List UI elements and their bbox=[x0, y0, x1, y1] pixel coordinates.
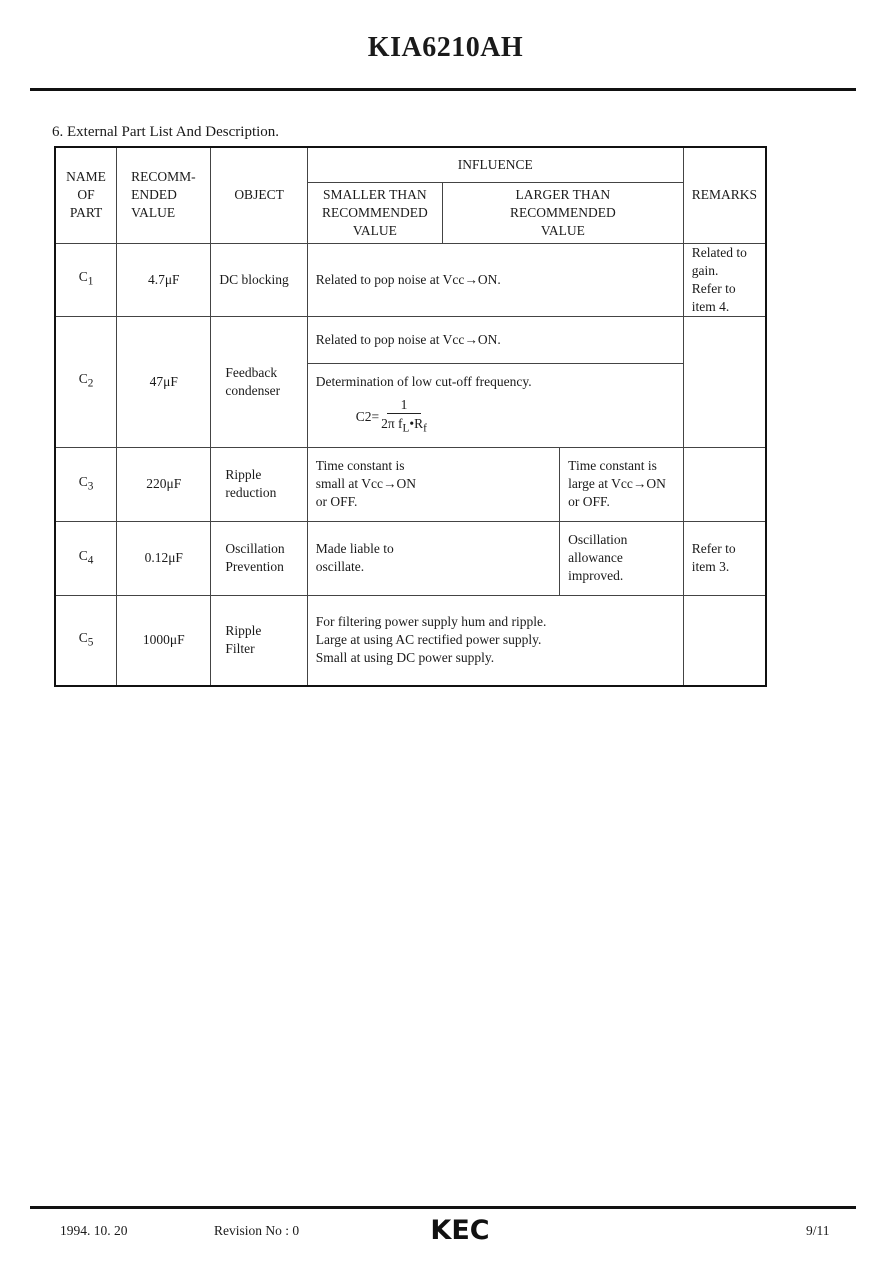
part-object: DC blocking bbox=[211, 243, 307, 316]
part-remarks bbox=[683, 595, 766, 686]
part-larger: Oscillation allowance improved. bbox=[560, 521, 684, 595]
part-value: 47μF bbox=[117, 316, 211, 447]
part-remarks: Refer to item 3. bbox=[683, 521, 766, 595]
section-heading: 6. External Part List And Description. bbox=[52, 124, 280, 140]
document-title: KIA6210AH bbox=[367, 32, 524, 63]
part-object: Oscillation Prevention bbox=[211, 521, 307, 595]
part-object: Ripple Filter bbox=[211, 595, 307, 686]
header-smaller-than: SMALLER THAN RECOMMENDED VALUE bbox=[307, 182, 442, 243]
table-row-c4 bbox=[55, 521, 766, 595]
part-object: Feedback condenser bbox=[211, 316, 307, 447]
external-part-table bbox=[54, 146, 767, 687]
part-influence: Related to pop noise at Vcc→ON. bbox=[307, 243, 683, 316]
table-row-c3 bbox=[55, 447, 766, 521]
part-value: 0.12μF bbox=[117, 521, 211, 595]
part-object: Ripple reduction bbox=[211, 447, 307, 521]
header-larger-than: LARGER THAN RECOMMENDED VALUE bbox=[442, 182, 683, 243]
part-smaller: Made liable to oscillate. bbox=[307, 521, 559, 595]
footer-page-number: 9/11 bbox=[806, 1223, 830, 1238]
part-influence: Related to pop noise at Vcc→ON. bbox=[307, 316, 683, 363]
part-name: $C_1$ bbox=[55, 243, 117, 316]
part-name: $C_3$ bbox=[55, 447, 117, 521]
part-remarks bbox=[683, 447, 766, 521]
header-rule bbox=[30, 88, 856, 91]
header-influence: INFLUENCE bbox=[307, 147, 683, 182]
table-row-c1 bbox=[55, 243, 766, 316]
part-remarks: Related to gain. Refer to item 4. bbox=[683, 243, 766, 316]
part-larger: Time constant is large at Vcc→ON or OFF. bbox=[560, 447, 684, 521]
table-row-c2 bbox=[55, 316, 766, 363]
part-name: $C_4$ bbox=[55, 521, 117, 595]
part-influence-formula: Determination of low cut-off frequency. C2= $\frac{1}{2\pi f_L•R_f}$ bbox=[307, 363, 683, 447]
table-row-c5 bbox=[55, 595, 766, 686]
footer-date: 1994. 10. 20 bbox=[60, 1223, 128, 1238]
part-value: 220μF bbox=[117, 447, 211, 521]
header-name-of-part: NAME OF PART bbox=[55, 147, 117, 243]
part-value: 4.7μF bbox=[117, 243, 211, 316]
kec-logo bbox=[426, 1216, 494, 1242]
part-remarks bbox=[683, 316, 766, 447]
footer-rule bbox=[30, 1206, 856, 1209]
svg-text:KEC: KEC bbox=[430, 1216, 490, 1242]
footer-revision: Revision No : 0 bbox=[214, 1223, 300, 1238]
header-remarks: REMARKS bbox=[683, 147, 766, 243]
header-recommended-value: RECOMM- ENDED VALUE bbox=[117, 147, 211, 243]
part-smaller: Time constant is small at Vcc→ON or OFF. bbox=[307, 447, 559, 521]
part-value: 1000μF bbox=[117, 595, 211, 686]
cutoff-formula: C2= $\frac{1}{2\pi f_L•R_f}$ bbox=[355, 396, 427, 435]
header-object: OBJECT bbox=[211, 147, 307, 243]
part-name: $C_5$ bbox=[55, 595, 117, 686]
part-name: $C_2$ bbox=[55, 316, 117, 447]
part-influence: For filtering power supply hum and ripple. Large at using AC rectified power supply. Small at using DC power supply. bbox=[307, 595, 683, 686]
